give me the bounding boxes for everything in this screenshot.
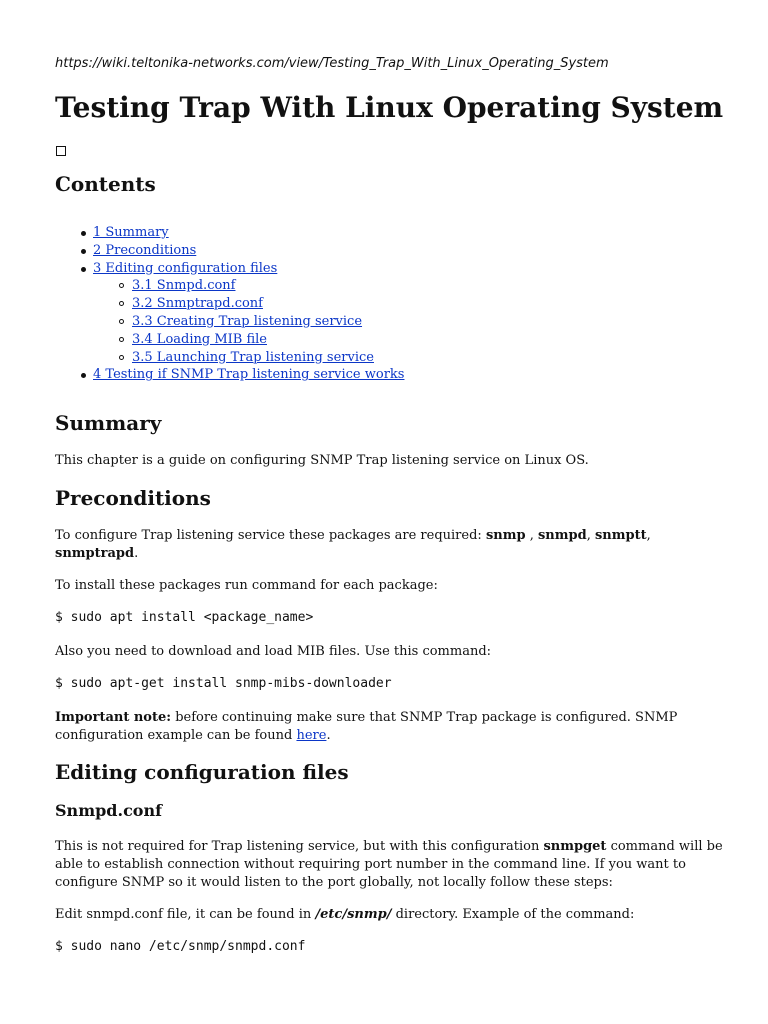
preconditions-intro: To configure Trap listening service these packages are required: snmp , snmpd, snmptt, snmptrapd. [55,528,651,561]
toc-item [55,349,404,367]
preconditions-heading: Preconditions [55,486,211,510]
package-snmp: snmp [485,528,526,543]
snmpd-description: This is not required for Trap listening service, but with this configuration snmpget command will be able to establish connection without requiring port number in the command line. If you want to configure SNMP so it would listen to the port globally, not locally follow these steps: [55,839,723,890]
page-url: https://wiki.teltonika-networks.com/view/Testing_Trap_With_Linux_Operating_System [55,56,609,71]
toc-link-testing-trap-service[interactable]: 4 Testing if SNMP Trap listening service works [93,367,405,383]
toc-item [55,224,404,242]
snmpd-edit-instructions: Edit snmpd.conf file, it can be found in /etc/snmp/ directory. Example of the command: [55,907,635,922]
toc-item [55,277,404,295]
snmpd-conf-heading: Snmpd.conf [55,801,162,820]
summary-heading: Summary [55,411,162,435]
important-note: Important note: before continuing make sure that SNMP Trap package is configured. SNMP configuration example can be found here. [55,710,678,743]
toc-item [55,260,404,278]
contents-heading: Contents [55,172,156,196]
toc-item [55,242,404,260]
toc-link-snmpd-conf[interactable]: 3.1 Snmpd.conf [132,278,236,294]
toc-link-editing-configuration-files[interactable]: 3 Editing configuration files [93,260,278,276]
toc-item [55,331,404,349]
install-instructions: To install these packages run command for each package: [55,578,438,593]
toc-item [55,313,404,331]
toc-toggle-checkbox[interactable] [56,146,66,156]
snmp-config-example-link[interactable]: here [296,727,327,743]
toc-item [55,295,404,313]
toc-link-launching-trap-service[interactable]: 3.5 Launching Trap listening service [132,349,374,365]
toc-link-creating-trap-service[interactable]: 3.3 Creating Trap listening service [132,313,363,329]
toc-link-snmptrapd-conf[interactable]: 3.2 Snmptrapd.conf [132,296,263,312]
snmp-directory-path: /etc/snmp/ [315,907,392,922]
package-snmptt: snmptt [594,528,647,543]
table-of-contents [55,224,404,384]
nano-snmpd-command: $ sudo nano /etc/snmp/snmpd.conf [55,939,306,954]
snmpget-command-name: snmpget [543,839,607,854]
toc-link-preconditions[interactable]: 2 Preconditions [93,242,197,258]
toc-item [55,366,404,384]
summary-text: This chapter is a guide on configuring SNMP Trap listening service on Linux OS. [55,453,589,468]
mib-instructions: Also you need to download and load MIB files. Use this command: [55,644,492,659]
package-snmpd: snmpd [537,528,587,543]
important-note-label: Important note: [55,710,172,725]
toc-link-loading-mib-file[interactable]: 3.4 Loading MIB file [132,331,267,347]
mib-command: $ sudo apt-get install snmp-mibs-downloader [55,676,392,691]
editing-config-heading: Editing configuration files [55,760,349,784]
install-command: $ sudo apt install <package_name> [55,610,314,625]
page-title: Testing Trap With Linux Operating System [55,91,724,124]
package-snmptrapd: snmptrapd [55,545,135,561]
toc-link-summary[interactable]: 1 Summary [93,225,169,240]
